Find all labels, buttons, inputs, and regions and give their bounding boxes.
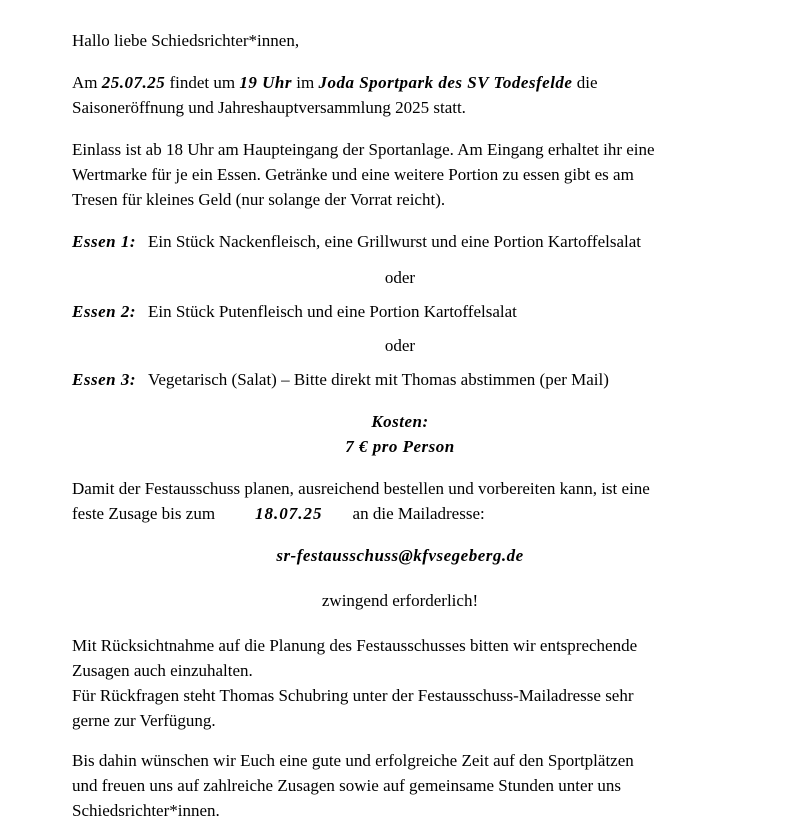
- rsvp-line-2: [72, 501, 728, 526]
- rsvp-line-1: Damit der Festausschuss planen, ausreichend bestellen und vorbereiten kann, ist eine: [72, 479, 650, 498]
- required-note: zwingend erforderlich!: [321, 591, 479, 610]
- admission-line-2: Wertmarke für je ein Essen. Getränke und eine weitere Portion zu essen gibt es am: [72, 165, 634, 184]
- greeting-paragraph: [72, 28, 728, 53]
- admission-line-3: Tresen für kleines Geld (nur solange der Vorrat reicht).: [72, 190, 446, 209]
- notes-line-3: Für Rückfragen steht Thomas Schubring unter der Festausschuss-Mailadresse sehr: [72, 686, 634, 705]
- or-separator: oder: [384, 268, 416, 287]
- closing-line-1: Bis dahin wünschen wir Euch eine gute und erfolgreiche Zeit auf den Sportplätzen: [72, 751, 634, 770]
- announcement-paragraph: [72, 70, 728, 120]
- email-block: [72, 543, 728, 568]
- cost-heading: Kosten:: [371, 412, 429, 431]
- announcement-mid1: findet um: [165, 73, 240, 92]
- notes-line-1: Mit Rücksichtnahme auf die Planung des Festausschusses bitten wir entsprechende: [72, 636, 638, 655]
- announcement-pre: Am: [72, 73, 102, 92]
- rsvp-paragraph: [72, 476, 728, 526]
- menu-option-1-text: Ein Stück Nackenfleisch, eine Grillwurst und eine Portion Kartoffelsalat: [147, 232, 642, 251]
- menu-option-2: [72, 299, 728, 324]
- menu-option-3-text: Vegetarisch (Salat) – Bitte direkt mit Thomas abstimmen (per Mail): [147, 370, 609, 389]
- menu-option-3: [72, 367, 728, 392]
- announcement-post: die: [572, 73, 598, 92]
- admission-line-1: Einlass ist ab 18 Uhr am Haupteingang der Sportanlage. Am Eingang erhaltet ihr eine: [72, 140, 655, 159]
- closing-line-2: und freuen uns auf zahlreiche Zusagen sowie auf gemeinsame Stunden unter uns: [72, 776, 622, 795]
- closing-paragraph: [72, 748, 728, 823]
- required-block: [72, 588, 728, 613]
- closing-line-3: Schiedsrichter*innen.: [72, 801, 220, 820]
- menu-separator-1: [72, 265, 728, 290]
- cost-block: [72, 409, 728, 459]
- notes-line-2: Zusagen auch einzuhalten.: [72, 661, 253, 680]
- announcement-line-1: [72, 70, 728, 95]
- cost-amount: 7 € pro Person: [345, 437, 455, 456]
- menu-option-2-text: Ein Stück Putenfleisch und eine Portion Kartoffelsalat: [147, 302, 517, 321]
- deadline-date: 18.07.25: [255, 504, 323, 523]
- menu-option-3-label: Essen 3:: [72, 370, 136, 389]
- rsvp-line-2-pre: feste Zusage bis zum: [72, 504, 216, 523]
- event-venue: Joda Sportpark des SV Todesfelde: [318, 73, 573, 92]
- announcement-mid2: im: [292, 73, 319, 92]
- rsvp-line-2-post: an die Mailadresse:: [352, 504, 485, 523]
- menu-option-1-label: Essen 1:: [72, 232, 136, 251]
- notes-line-4: gerne zur Verfügung.: [72, 711, 216, 730]
- event-date: 25.07.25: [101, 73, 166, 92]
- email-address: sr-festausschuss@kfvsegeberg.de: [276, 546, 524, 565]
- menu-option-2-label: Essen 2:: [72, 302, 136, 321]
- menu-option-1: [72, 229, 728, 254]
- admission-paragraph: [72, 137, 728, 212]
- notes-paragraph: [72, 633, 728, 733]
- event-time: 19 Uhr: [239, 73, 292, 92]
- announcement-line-2: Saisoneröffnung und Jahreshauptversammlung 2025 statt.: [72, 98, 466, 117]
- or-separator: oder: [384, 336, 416, 355]
- menu-separator-2: [72, 333, 728, 358]
- greeting-line: Hallo liebe Schiedsrichter*innen,: [72, 31, 300, 50]
